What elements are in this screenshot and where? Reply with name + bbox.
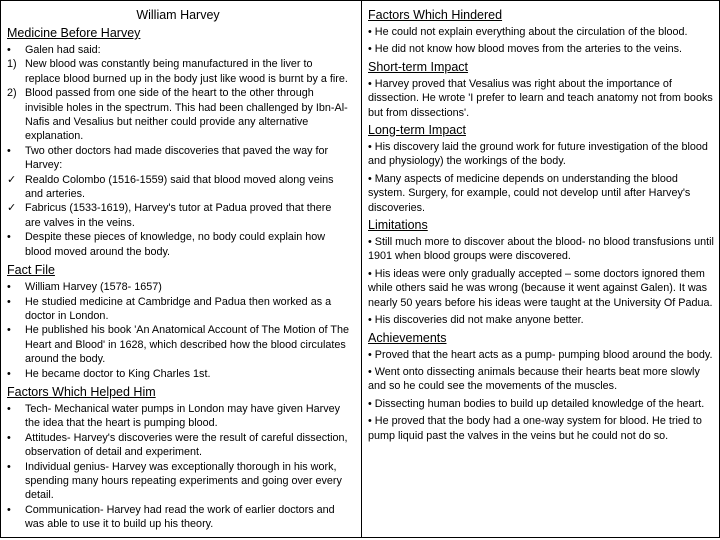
section-point: • Harvey proved that Vesalius was right about the importance of dissection. He wrote 'I prefer to learn and teach anatomy not from books but from dissections'. (368, 77, 713, 119)
list-item-text: Individual genius- Harvey was exceptionally thorough in his work, spending many hours repeating experiments and going over every detail. (25, 460, 342, 502)
section-list-fact-file (7, 280, 349, 381)
list-item-text: He studied medicine at Cambridge and Padua then worked as a doctor in London. (25, 295, 332, 322)
section-point: • He could not explain everything about the circulation of the blood. (368, 26, 688, 38)
section-point: • Dissecting human bodies to build up detailed knowledge of the heart. (368, 397, 705, 410)
list-item-text: Galen had said: (25, 44, 101, 56)
bullet-icon: • (7, 324, 11, 337)
section-point: • He did not know how blood moves from the arteries to the veins. (368, 43, 683, 56)
list-item (7, 173, 349, 202)
list-item (7, 230, 349, 259)
section-heading-factors-which-hindered: Factors Which Hindered (368, 8, 503, 22)
section-heading-factors-which-helped-him: Factors Which Helped Him (7, 384, 156, 399)
section-point: • His discovery laid the ground work for future investigation of the blood and physiology) the workings of the body. (368, 141, 708, 168)
section-list-medicine-before-harvey (7, 43, 349, 259)
section-heading-limitations: Limitations (368, 218, 428, 233)
list-item-text: Fabricus (1533-1619), Harvey's tutor at Padua proved that there are valves in the veins. (25, 202, 332, 229)
list-item-text: William Harvey (1578- 1657) (25, 281, 162, 294)
bullet-icon: • (7, 402, 11, 415)
list-item-text: Communication- Harvey had read the work of earlier doctors and was able to use it to build up his theory. (25, 503, 335, 531)
section-heading-medicine-before-harvey: Medicine Before Harvey (7, 26, 141, 40)
list-item (7, 402, 349, 431)
section-heading-long-term-impact: Long-term Impact (368, 123, 466, 138)
list-item-text: Realdo Colombo (1516-1559) said that blood moved along veins and arteries. (25, 173, 334, 201)
list-item-text: He became doctor to King Charles 1st. (25, 367, 211, 380)
bullet-icon: • (7, 44, 11, 56)
list-item-text: Two other doctors had made discoveries that paved the way for Harvey: (25, 144, 329, 172)
checkmark-icon: ✓ (7, 173, 17, 186)
list-item-text: Despite these pieces of knowledge, no body could explain how blood moved around the body. (25, 231, 326, 258)
section-point: • His discoveries did not make anyone better. (368, 314, 584, 327)
bullet-icon: • (7, 367, 11, 380)
list-item (7, 280, 349, 294)
section-point: • His ideas were only gradually accepted – some doctors ignored them while others said he was wrong (because it went against Galen). It was nearly 50 years before his ideas were taught at the University Of Padua. (368, 267, 713, 309)
section-point: • Went onto dissecting animals because their hearts beat more slowly and so he could see the movements of the muscles. (368, 365, 700, 393)
bullet-icon: • (7, 231, 11, 244)
section-list-factors-which-helped-him (7, 402, 349, 532)
list-item (7, 431, 349, 460)
section-point: • He proved that the body had a one-way system for blood. He tried to pump liquid past the valves in the veins but he could not do so. (368, 415, 702, 442)
section-point: • Proved that the heart acts as a pump- pumping blood around the body. (368, 348, 713, 361)
list-item (7, 503, 349, 532)
bullet-icon: • (7, 281, 11, 294)
section-heading-short-term-impact: Short-term Impact (368, 59, 469, 74)
list-item (7, 367, 349, 381)
checkmark-icon: ✓ (7, 202, 17, 215)
list-item (7, 323, 349, 366)
list-item (7, 43, 349, 57)
section-point: • Many aspects of medicine depends on understanding the blood system. Surgery, for example, could not develop until after Harvey's discoveries. (368, 172, 691, 214)
list-item (7, 86, 349, 144)
list-item-text: New blood was constantly being manufactured in the liver to replace blood burned up in the body just like wood is burnt by a fire. (25, 58, 348, 85)
list-item (7, 57, 349, 86)
list-item-text: Blood passed from one side of the heart to the other through invisible holes in the spectrum. This had been challenged by Ibn-Al-Nafis and Vesalius but neither could provide any alternative explanation. (25, 87, 348, 143)
bullet-icon: • (7, 144, 11, 157)
list-item-text: Attitudes- Harvey's discoveries were the result of careful dissection, observation of detail and experiment. (25, 431, 348, 459)
list-number: 2) (7, 87, 17, 100)
list-number: 1) (7, 58, 17, 71)
list-item (7, 460, 349, 503)
right-column (361, 0, 720, 538)
list-item-text: He published his book 'An Anatomical Account of The Motion of The Heart and Blood' in 1628, which described how the blood circulates around the body. (25, 324, 349, 366)
section-point: • Still much more to discover about the blood- no blood transfusions until 1901 when blood groups were discovered. (368, 236, 714, 263)
bullet-icon: • (7, 503, 11, 516)
section-heading-fact-file: Fact File (7, 263, 55, 278)
bullet-icon: • (7, 460, 11, 473)
section-heading-achievements: Achievements (368, 330, 447, 345)
list-item (7, 295, 349, 324)
list-item (7, 201, 349, 230)
bullet-icon: • (7, 295, 11, 308)
bullet-icon: • (7, 431, 11, 444)
list-item-text: Tech- Mechanical water pumps in London may have given Harvey the idea that the heart is pumping blood. (25, 402, 341, 430)
page-title: William Harvey (136, 8, 220, 22)
list-item (7, 144, 349, 173)
